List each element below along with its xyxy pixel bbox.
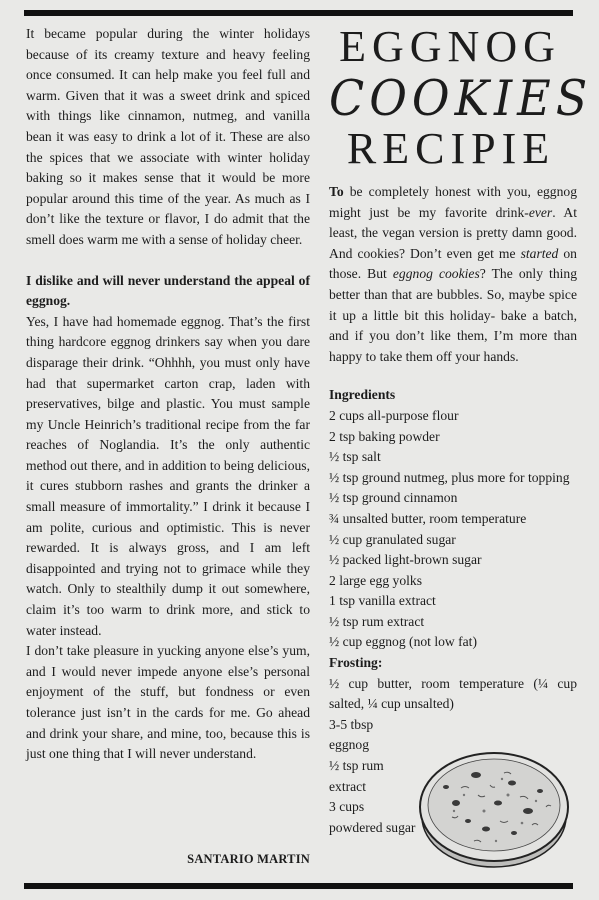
ingredient-item: ½ tsp rum extract: [329, 613, 425, 629]
frosting-item: extract: [329, 778, 366, 794]
intro-text: on those. But: [329, 245, 577, 282]
intro-text: ? The only thing better than that are bubbles. So, maybe spice it up a little bit this holiday- bake a batch, and if you don’t like them, I’m more than happy to take them off your hands.: [329, 266, 578, 364]
ingredients-heading: Ingredients: [329, 387, 396, 403]
title-cookies: COOKIES: [329, 69, 593, 127]
intro-first-word: To: [329, 184, 344, 199]
article-paragraph-2: Yes, I have had homemade eggnog. That’s the first thing hardcore eggnog drinkers say when you dare disparage their drink. “Ohhhh, you must only have had that supermarket carton crap, laden with preservatives, bilge and plastic. You must sample my Uncle Heinrich’s traditional recipe from the far reaches of Noglandia. It’s the only authentic method out there, and in addition to being delicious, it cures stubborn rashes and grants the drinker a small measure of immortality.” I drink it because I am polite, curious and optimistic. This is never rewarded. It is always gross, and I am left disappointed and trying not to grimace while they watch. Only to stealthily dump it out somewhere, claim it’s too warm to drink more, and stick to water instead.: [26, 313, 310, 638]
ingredient-item: ½ tsp salt: [329, 449, 381, 465]
intro-emphasis: ever: [528, 204, 553, 220]
ingredients-list: [329, 406, 577, 653]
ingredient-item: ½ cup granulated sugar: [329, 531, 456, 547]
article-left-column: [26, 24, 310, 765]
ingredient-item: 2 cups all-purpose flour: [329, 407, 459, 423]
intro-emphasis: started: [520, 245, 559, 261]
intro-emphasis: eggnog cookies: [392, 266, 480, 282]
ingredient-item: 2 large egg yolks: [329, 572, 422, 588]
frosting-item: powdered sugar: [329, 819, 416, 835]
article-paragraph-3: I don’t take pleasure in yucking anyone else’s yum, and I would never impede anyone else’s personal enjoyment of the stuff, but fondness or even tolerance just isn’t in the cards for me. Go ahead and drink your share, and mine, too, because this is just one thing that I will never understand.: [26, 643, 310, 762]
intro-text: be completely honest with you, eggnog might just be my favorite drink-: [329, 184, 577, 220]
intro-text: . At least, the vegan version is pretty damn good. And cookies? Don’t even get me: [329, 204, 578, 261]
frosting-item: ½ tsp rum: [329, 758, 384, 774]
article-paragraph-1: It became popular during the winter holidays because of its creamy texture and heavy feeling once consumed. It can help make you feel full and warm. Given that it was a sweet drink and spiced with things like cinnamon, nutmeg, and vanilla bean it was easy to drink a lot of it. These are also the spices that we associate with winter holiday baking so it makes sense that it would be more popular around this time of the year. As much as I don’t like the texture or flavor, I do admit that the smell does warm me with a sense of holiday cheer.: [26, 26, 310, 247]
title-recipie: RECIPIE: [346, 124, 556, 173]
ingredient-item: ½ tsp ground nutmeg, plus more for topping: [329, 469, 570, 485]
frosting-item: ½ cup butter, room temperature (¼ cup salted, ¼ cup unsalted): [329, 675, 577, 712]
title-eggnog: EGGNOG: [339, 22, 561, 71]
recipe-intro: [329, 182, 577, 367]
recipe-right-column: [329, 22, 593, 838]
ingredient-item: 1 tsp vanilla extract: [329, 593, 436, 609]
ingredient-item: ½ cup eggnog (not low fat): [329, 634, 477, 650]
article-subheading: I dislike and will never understand the appeal of eggnog.: [26, 272, 310, 309]
cookie-illustration-icon: [416, 733, 571, 876]
frosting-item: 3 cups: [329, 799, 365, 815]
ingredient-item: 2 tsp baking powder: [329, 428, 440, 444]
author-byline: SANTARIO MARTIN: [187, 852, 310, 866]
ingredient-item: ½ tsp ground cinnamon: [329, 490, 458, 506]
frosting-heading: Frosting:: [329, 655, 383, 671]
ingredient-item: ¾ unsalted butter, room temperature: [329, 510, 527, 526]
frosting-item: 3-5 tbsp: [329, 716, 374, 732]
bottom-rule: [24, 883, 573, 889]
frosting-item: eggnog: [329, 737, 370, 753]
ingredient-item: ½ packed light-brown sugar: [329, 552, 482, 568]
top-rule: [24, 10, 573, 16]
